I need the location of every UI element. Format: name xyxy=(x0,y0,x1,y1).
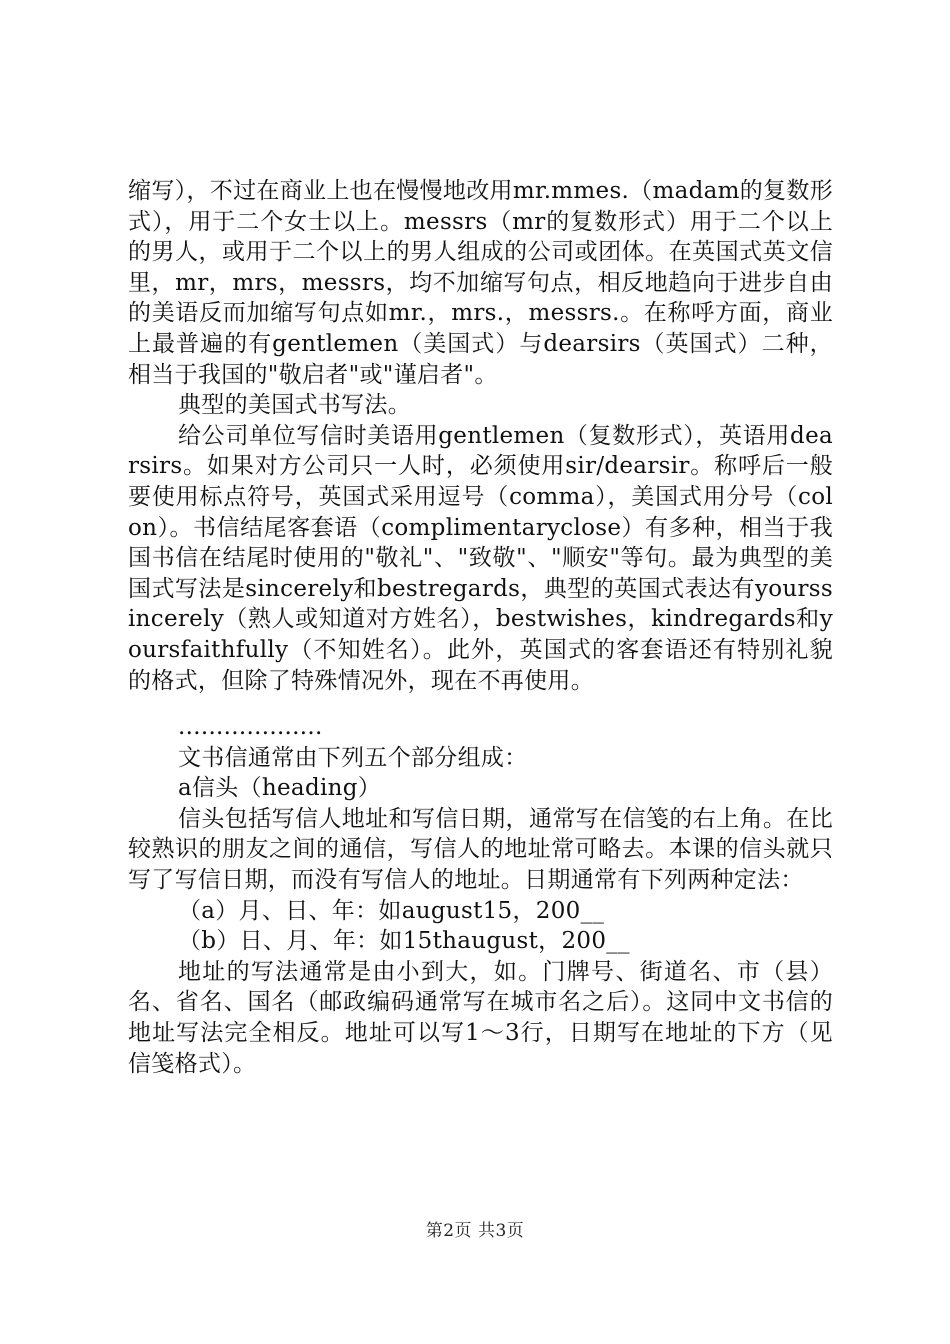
paragraph-ellipsis: ................... xyxy=(178,714,323,741)
paragraph-american-style-heading: 典型的美国式书写法。 xyxy=(178,392,411,419)
document-body xyxy=(128,176,833,1079)
paragraph-date-format-b: （b）日、月、年：如15thaugust，200__ xyxy=(178,928,630,955)
paragraph-heading-description: 信头包括写信人地址和写信日期，通常写在信笺的右上角。在比较熟识的朋友之间的通信，写信人的地址常可略去。本课的信头就只写了写信日期，而没有写信人的地址。日期通常有下列两种定法： xyxy=(128,805,833,894)
paragraph-complimentary-close: 给公司单位写信时美语用gentlemen（复数形式），英语用dearsirs。如果对方公司只一人时，必须使用sir/dearsir。称呼后一般要使用标点符号，英国式采用逗号（comma），美国式用分号（colon）。书信结尾客套语（complimentaryclose）有多种，相当于我国书信在结尾时使用的"敬礼"、"致敬"、"顺安"等句。最为典型的美国式写法是sincerely和bestregards，典型的英国式表达有yourssincerely（熟人或知道对方姓名），bestwishes，kindregards和yoursfaithfully（不知姓名）。此外，英国式的客套语还有特别礼貌的格式，但除了特殊情况外，现在不再使用。 xyxy=(128,422,833,694)
paragraph-salutation-abbreviations: 缩写），不过在商业上也在慢慢地改用mr.mmes.（madam的复数形式），用于二个女士以上。messrs（mr的复数形式）用于二个以上的男人，或用于二个以上的男人组成的公司或团体。在英国式英文信里，mr，mrs，messrs，均不加缩写句点，相反地趋向于进步自由的美语反而加缩写句点如mr.，mrs.，messrs.。在称呼方面，商业上最普遍的有gentlemen（美国式）与dearsirs（英国式）二种，相当于我国的"敬启者"或"谨启者"。 xyxy=(128,178,833,388)
page-number-footer: 第2页 共3页 xyxy=(425,1221,525,1241)
paragraph-address-format: 地址的写法通常是由小到大，如。门牌号、街道名、市（县）名、省名、国名（邮政编码通常写在城市名之后）。这同中文书信的地址写法完全相反。地址可以写1～3行，日期写在地址的下方（见信笺格式）。 xyxy=(128,958,833,1077)
paragraph-heading-title: a信头（heading） xyxy=(178,775,382,802)
paragraph-five-parts: 文书信通常由下列五个部分组成： xyxy=(178,744,528,771)
paragraph-date-format-a: （a）月、日、年：如august15，200__ xyxy=(178,897,605,924)
